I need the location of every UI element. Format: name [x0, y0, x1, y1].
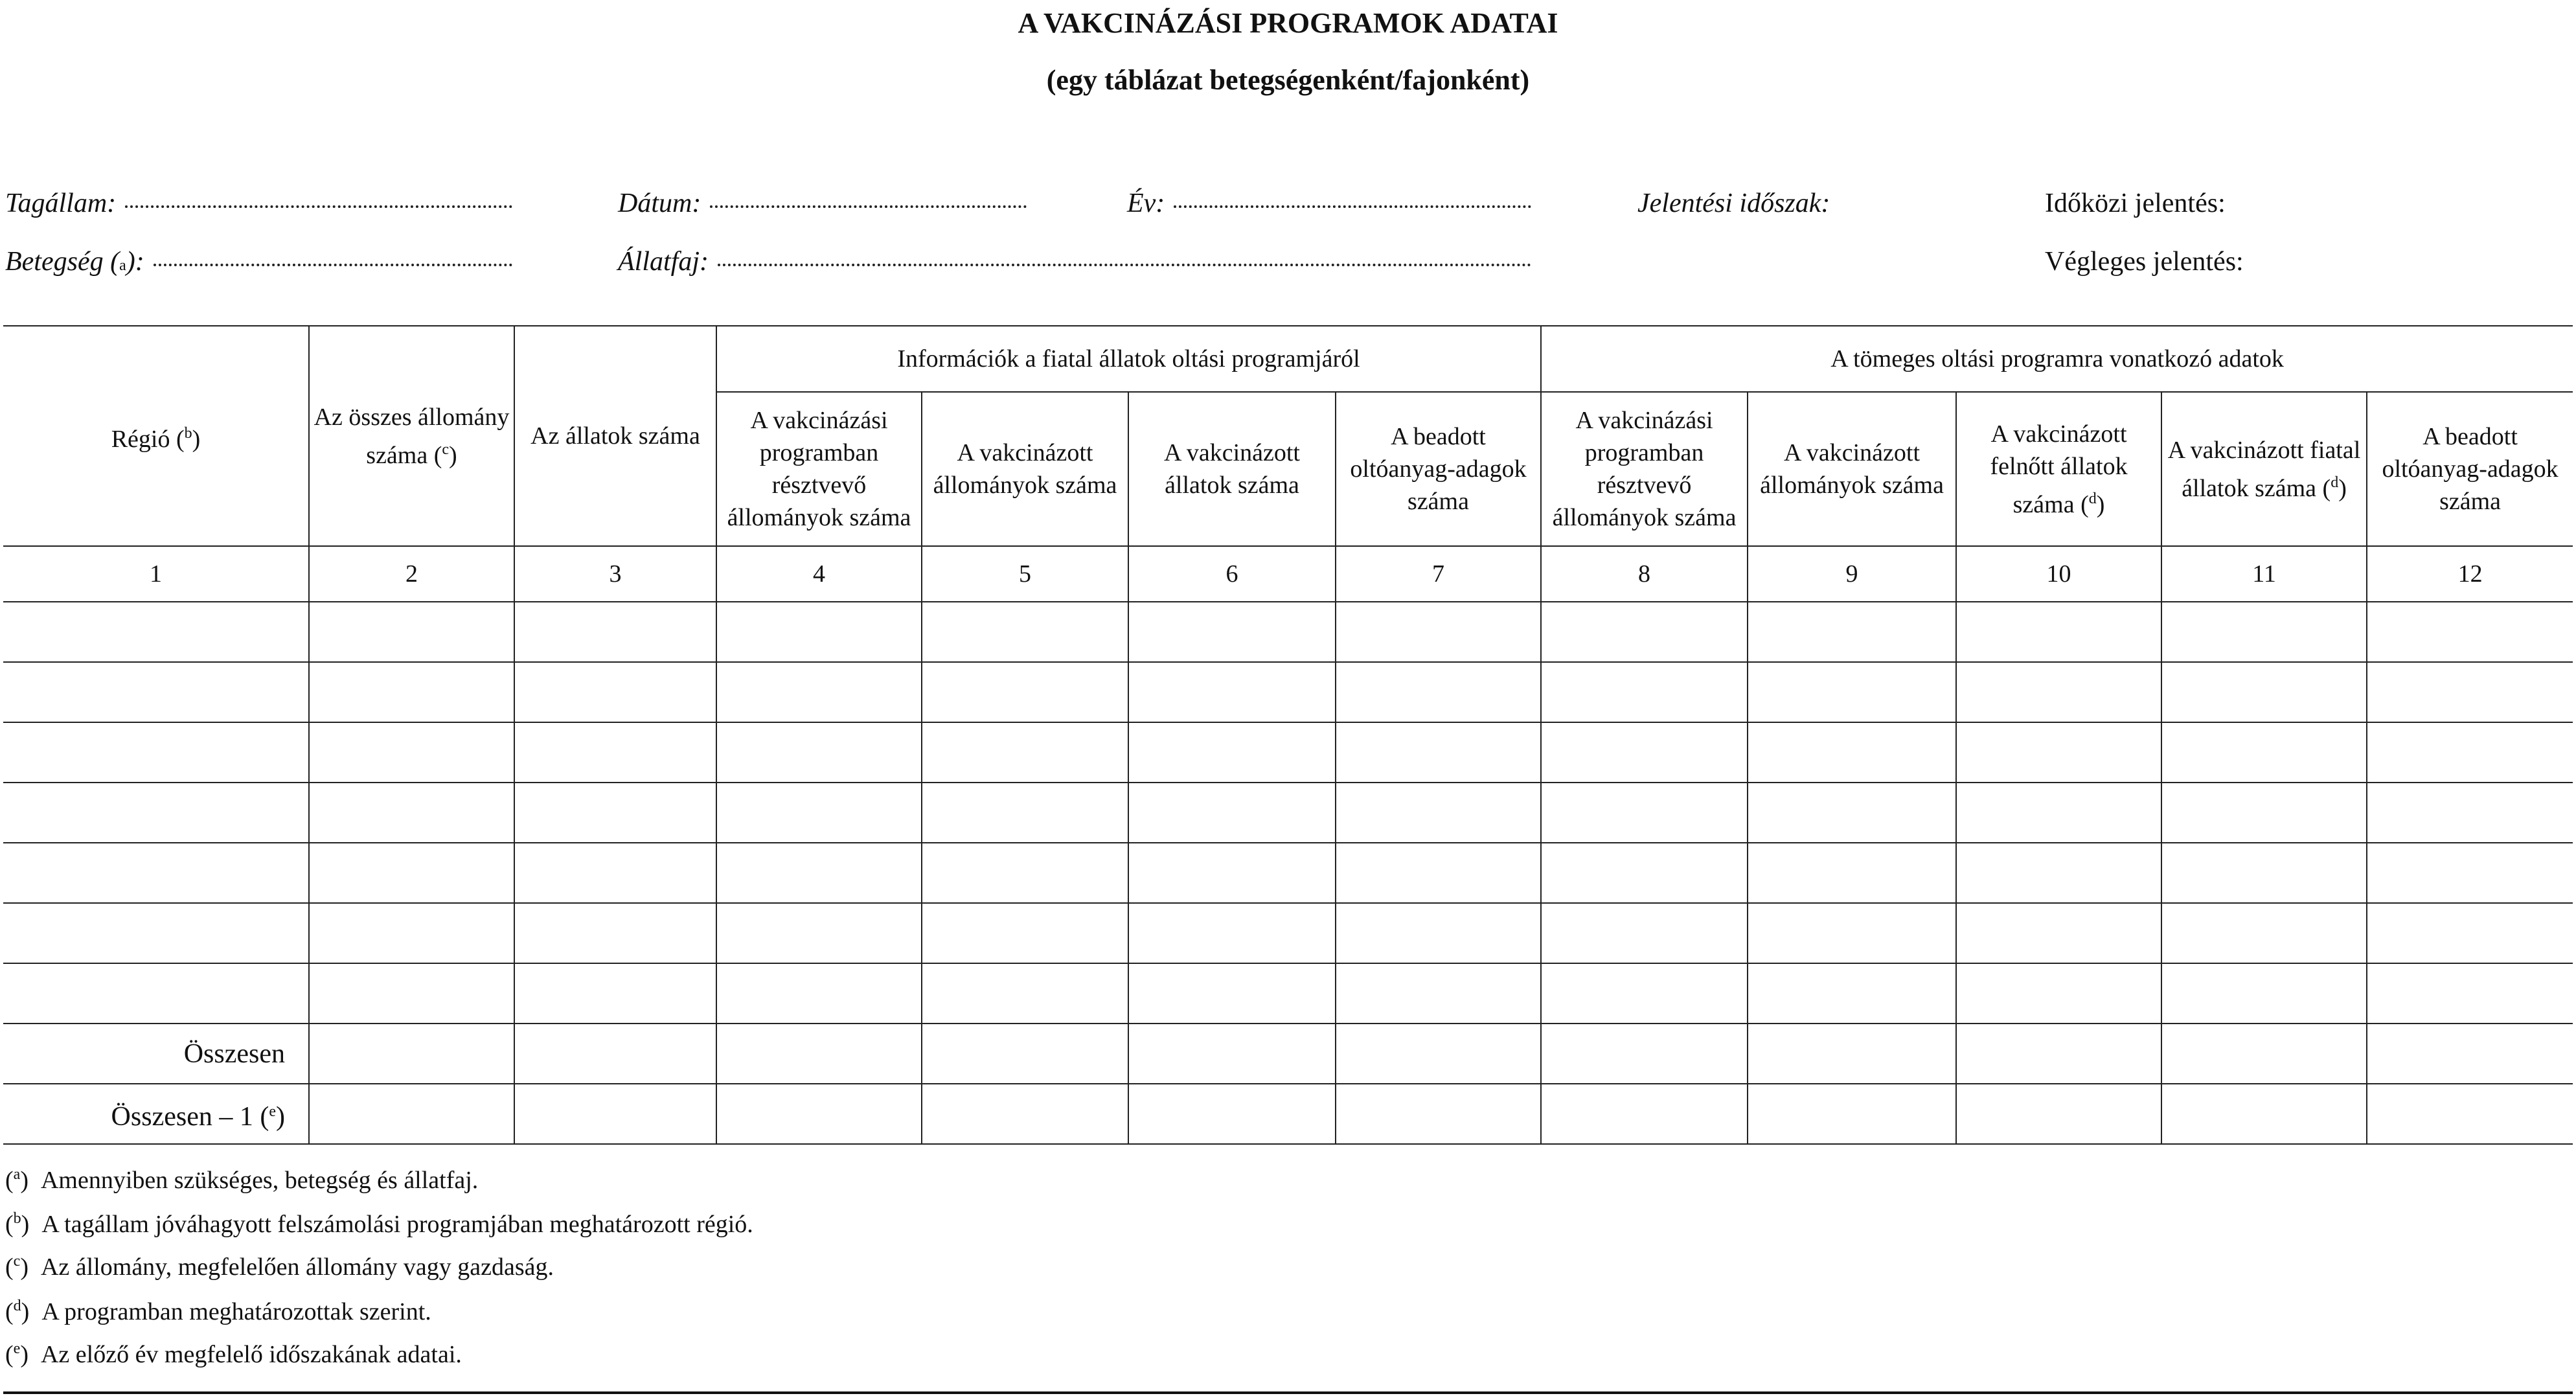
table-cell[interactable]	[716, 722, 922, 783]
disease-dots	[154, 264, 512, 266]
total-prev-label: Összesen – 1 ($^e$)	[3, 1084, 309, 1144]
table-row	[3, 722, 2573, 783]
table-cell[interactable]	[716, 843, 922, 903]
table-cell[interactable]	[2161, 662, 2367, 722]
column-number: 5	[922, 546, 1128, 602]
footnote: ($^c$) Az állomány, megfelelően állomány vagy gazdaság.	[5, 1253, 554, 1281]
column-number: 8	[1541, 546, 1748, 602]
table-cell[interactable]	[2161, 1024, 2367, 1084]
date-label: Dátum:	[618, 189, 701, 218]
table-row	[3, 963, 2573, 1024]
table-cell[interactable]	[309, 722, 514, 783]
table-cell[interactable]	[514, 722, 716, 783]
column-number: 11	[2161, 546, 2367, 602]
table-cell[interactable]	[716, 903, 922, 963]
table-cell[interactable]	[1956, 662, 2161, 722]
table-cell[interactable]	[716, 662, 922, 722]
disease-label: Betegség	[5, 247, 104, 277]
table-cell[interactable]	[1541, 963, 1748, 1024]
reporting-period-label: Jelentési időszak:	[1637, 189, 1830, 218]
footnote: ($^b$) A tagállam jóváhagyott felszámolási programjában meghatározott régió.	[5, 1210, 753, 1238]
table-cell[interactable]	[1748, 602, 1956, 662]
table-cell[interactable]	[2367, 662, 2573, 722]
table-cell[interactable]	[1128, 1024, 1336, 1084]
table-cell[interactable]	[2161, 783, 2367, 843]
table-cell[interactable]	[1541, 903, 1748, 963]
column-number: 12	[2367, 546, 2573, 602]
table-cell[interactable]	[309, 783, 514, 843]
table-cell[interactable]	[1128, 602, 1336, 662]
member-state-field[interactable]	[5, 188, 512, 219]
table-cell[interactable]	[2367, 903, 2573, 963]
header-young-col: A vakcinázott állatok száma	[1128, 392, 1336, 546]
table-cell[interactable]	[2161, 843, 2367, 903]
table-cell[interactable]	[2367, 602, 2573, 662]
footnote-ref: a	[119, 257, 126, 274]
table-cell[interactable]	[1128, 783, 1336, 843]
table-row	[3, 602, 2573, 662]
table-cell[interactable]	[1541, 602, 1748, 662]
table-cell[interactable]	[1336, 722, 1541, 783]
table-cell[interactable]	[309, 903, 514, 963]
year-field[interactable]	[1127, 188, 1531, 219]
table-cell[interactable]	[2367, 843, 2573, 903]
member-state-label: Tagállam:	[5, 189, 117, 218]
table-row	[3, 783, 2573, 843]
table-cell[interactable]	[1336, 903, 1541, 963]
table-cell[interactable]	[1336, 1084, 1541, 1144]
table-cell[interactable]	[1956, 783, 2161, 843]
table-cell[interactable]	[2161, 1084, 2367, 1144]
table-cell[interactable]	[1336, 963, 1541, 1024]
table-cell[interactable]	[1541, 783, 1748, 843]
table-cell[interactable]	[922, 722, 1128, 783]
table-cell[interactable]	[922, 903, 1128, 963]
column-number: 10	[1956, 546, 2161, 602]
table-cell[interactable]	[1336, 843, 1541, 903]
table-cell[interactable]	[1748, 1084, 1956, 1144]
table-cell[interactable]	[716, 1084, 922, 1144]
table-cell[interactable]	[1748, 1024, 1956, 1084]
member-state-dots	[125, 205, 512, 208]
footnote: ($^a$) Amennyiben szükséges, betegség és állatfaj.	[5, 1166, 479, 1194]
table-cell[interactable]	[1336, 662, 1541, 722]
table-cell[interactable]	[514, 963, 716, 1024]
table-cell[interactable]	[2367, 1024, 2573, 1084]
footnote: ($^d$) A programban meghatározottak szerint.	[5, 1298, 431, 1325]
table-cell[interactable]	[309, 662, 514, 722]
table-cell[interactable]	[309, 1084, 514, 1144]
table-cell[interactable]	[514, 783, 716, 843]
table-cell[interactable]	[1748, 903, 1956, 963]
table-cell[interactable]	[1748, 722, 1956, 783]
header-mass-col: A vakcinázott felnőtt állatok száma ($^d$)	[1956, 392, 2161, 546]
disease-field[interactable]: Betegség ( a ):	[5, 246, 512, 277]
table-cell[interactable]	[1336, 1024, 1541, 1084]
table-cell[interactable]	[922, 602, 1128, 662]
table-row	[3, 662, 2573, 722]
column-number: 6	[1128, 546, 1336, 602]
table-cell[interactable]	[3, 602, 309, 662]
column-number: 3	[514, 546, 716, 602]
table-cell[interactable]	[716, 1024, 922, 1084]
table-cell[interactable]	[514, 662, 716, 722]
table-cell[interactable]	[922, 783, 1128, 843]
header-young-col: A vakcinázási programban résztvevő állományok száma	[716, 392, 922, 546]
column-number: 9	[1748, 546, 1956, 602]
table-cell[interactable]	[1541, 722, 1748, 783]
table-cell[interactable]	[922, 1024, 1128, 1084]
table-cell[interactable]	[1128, 963, 1336, 1024]
header-mass-col: A beadott oltóanyag-adagok száma	[2367, 392, 2573, 546]
table-cell[interactable]	[1956, 903, 2161, 963]
table-cell[interactable]	[1748, 843, 1956, 903]
page-subtitle: (egy táblázat betegségenként/fajonként)	[1046, 64, 1530, 96]
table-cell[interactable]	[3, 783, 309, 843]
table-cell[interactable]	[309, 602, 514, 662]
year-dots	[1174, 205, 1531, 208]
table-row	[3, 1024, 2573, 1084]
table-cell[interactable]	[309, 843, 514, 903]
year-label: Év:	[1127, 189, 1165, 218]
table-cell[interactable]	[1748, 963, 1956, 1024]
table-cell[interactable]	[514, 903, 716, 963]
footnote: ($^e$) Az előző év megfelelő időszakának adatai.	[5, 1340, 462, 1368]
column-number: 7	[1336, 546, 1541, 602]
species-label: Állatfaj:	[618, 247, 709, 277]
table-cell[interactable]	[716, 783, 922, 843]
table-cell[interactable]	[1956, 843, 2161, 903]
header-animals: Az állatok száma	[514, 326, 716, 546]
table-row	[3, 843, 2573, 903]
header-young-col: A vakcinázott állományok száma	[922, 392, 1128, 546]
table-cell[interactable]	[3, 903, 309, 963]
table-cell[interactable]	[1541, 1084, 1748, 1144]
final-report-label: Végleges jelentés:	[2045, 247, 2244, 277]
table-cell[interactable]	[2161, 602, 2367, 662]
table-cell[interactable]	[514, 1024, 716, 1084]
table-cell[interactable]	[1128, 843, 1336, 903]
table-cell[interactable]	[2161, 903, 2367, 963]
table-cell[interactable]	[1541, 662, 1748, 722]
column-number: 4	[716, 546, 922, 602]
table-cell[interactable]	[309, 1024, 514, 1084]
table-cell[interactable]	[514, 843, 716, 903]
table-cell[interactable]	[1128, 662, 1336, 722]
table-cell[interactable]	[2367, 1084, 2573, 1144]
table-cell[interactable]	[1956, 602, 2161, 662]
table-cell[interactable]	[1336, 783, 1541, 843]
header-mass-col: A vakcinázott állományok száma	[1748, 392, 1956, 546]
species-dots	[718, 264, 1531, 266]
header-young-col: A beadott oltóanyag-adagok száma	[1336, 392, 1541, 546]
vaccination-table	[3, 325, 2573, 1145]
table-cell[interactable]	[922, 662, 1128, 722]
column-number: 2	[309, 546, 514, 602]
table-cell[interactable]	[1748, 662, 1956, 722]
table-cell[interactable]	[922, 843, 1128, 903]
page-title: A VAKCINÁZÁSI PROGRAMOK ADATAI	[1018, 7, 1558, 39]
date-field[interactable]	[618, 188, 1027, 219]
table-cell[interactable]	[514, 1084, 716, 1144]
column-number: 1	[3, 546, 309, 602]
date-dots	[710, 205, 1027, 208]
table-cell[interactable]	[1956, 1024, 2161, 1084]
bottom-rule	[3, 1391, 2573, 1394]
table-cell[interactable]	[3, 662, 309, 722]
table-cell[interactable]	[1748, 783, 1956, 843]
table-cell[interactable]	[3, 963, 309, 1024]
total-label: Összesen	[3, 1024, 309, 1084]
header-region: Régió ($^b$)	[3, 326, 309, 546]
table-cell[interactable]	[2367, 722, 2573, 783]
header-group-young: Információk a fiatal állatok oltási programjáról	[716, 326, 1541, 392]
table-cell[interactable]	[514, 602, 716, 662]
table-cell[interactable]	[2367, 963, 2573, 1024]
header-total-herds: Az összes állomány száma ($^c$)	[309, 326, 514, 546]
species-field[interactable]	[618, 246, 1531, 277]
table-cell[interactable]	[716, 963, 922, 1024]
table-cell[interactable]	[1541, 1024, 1748, 1084]
table-cell[interactable]	[1128, 722, 1336, 783]
table-cell[interactable]	[1336, 602, 1541, 662]
interim-report-label: Időközi jelentés:	[2045, 189, 2226, 218]
table-cell[interactable]	[2161, 722, 2367, 783]
table-cell[interactable]	[716, 602, 922, 662]
table-cell[interactable]	[2367, 783, 2573, 843]
header-group-mass: A tömeges oltási programra vonatkozó adatok	[1541, 326, 2573, 392]
table-cell[interactable]	[1956, 963, 2161, 1024]
table-cell[interactable]	[2161, 963, 2367, 1024]
table-cell[interactable]	[3, 722, 309, 783]
table-cell[interactable]	[3, 843, 309, 903]
header-mass-col: A vakcinázási programban résztvevő állományok száma	[1541, 392, 1748, 546]
table-cell[interactable]	[1128, 903, 1336, 963]
table-cell[interactable]	[1541, 843, 1748, 903]
table-cell[interactable]	[922, 1084, 1128, 1144]
table-cell[interactable]	[922, 963, 1128, 1024]
header-mass-col: A vakcinázott fiatal állatok száma ($^d$)	[2161, 392, 2367, 546]
table-cell[interactable]	[1956, 1084, 2161, 1144]
table-cell[interactable]	[1956, 722, 2161, 783]
table-row	[3, 903, 2573, 963]
table-cell[interactable]	[1128, 1084, 1336, 1144]
table-row	[3, 1084, 2573, 1144]
table-cell[interactable]	[309, 963, 514, 1024]
